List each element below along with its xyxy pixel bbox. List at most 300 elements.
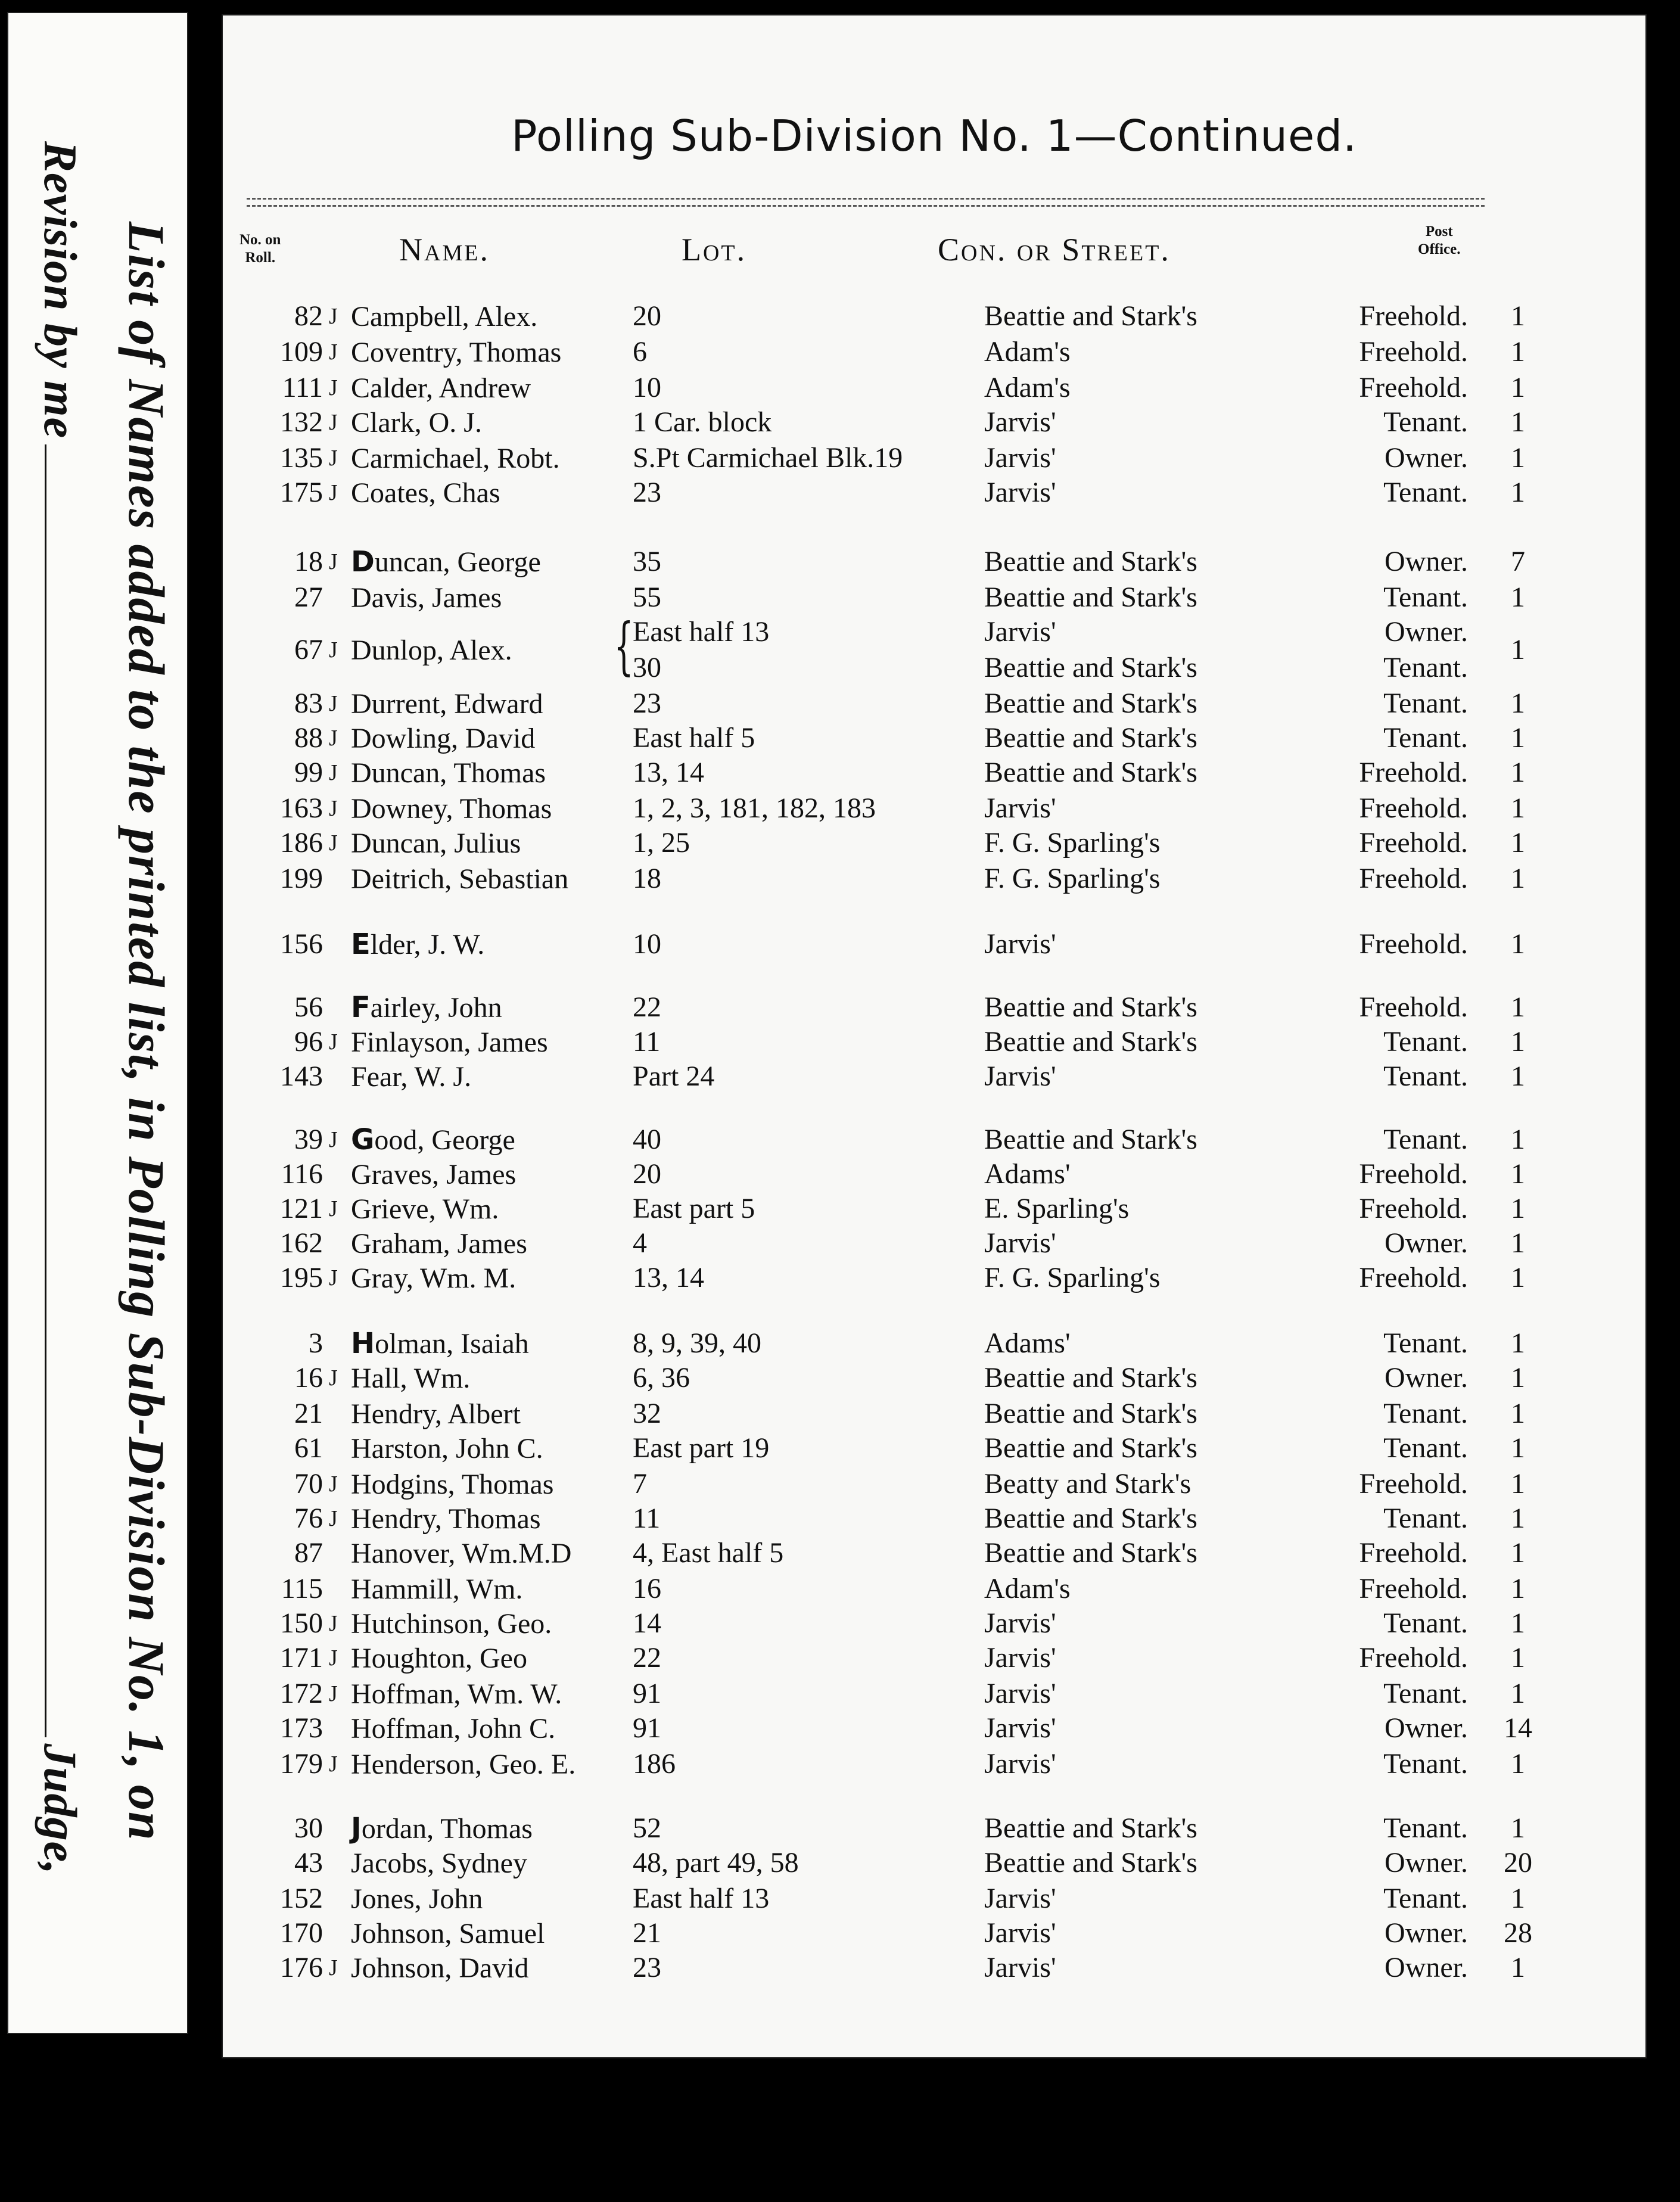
roll-number: 143 <box>280 1060 323 1092</box>
con-or-street: Jarvis' <box>984 1678 1056 1709</box>
roll-number: 179 <box>280 1748 323 1780</box>
juror-mark: J <box>329 340 338 365</box>
voter-name <box>351 861 568 897</box>
tenure: Owner. <box>1385 546 1468 577</box>
lot: 91 <box>633 1712 661 1744</box>
name-text: Henderson, Geo. E. <box>351 1749 576 1780</box>
juror-mark: J <box>329 1506 338 1531</box>
con-or-street: Beattie and Stark's <box>984 300 1197 332</box>
roll-number: 61 <box>294 1432 323 1464</box>
lot: 4, East half 5 <box>633 1537 784 1569</box>
tenure: Freehold. <box>1359 1537 1468 1569</box>
con-or-street: Beattie and Stark's <box>984 1847 1197 1878</box>
lot: 13, 14 <box>633 757 704 788</box>
tenure: Tenant. <box>1383 1748 1468 1780</box>
roll-number: 135 <box>280 442 323 474</box>
name-text: lder, J. W. <box>370 929 485 960</box>
con-or-street: Beattie and Stark's <box>984 652 1197 683</box>
lot: S.Pt Carmichael Blk.19 <box>633 442 903 474</box>
post-office: 1 <box>1511 928 1525 960</box>
name-initial: G <box>351 1123 375 1156</box>
post-office: 1 <box>1511 1362 1525 1394</box>
lot: 40 <box>633 1124 661 1155</box>
con-or-street: Beattie and Stark's <box>984 581 1197 613</box>
tenure: Tenant. <box>1383 1883 1468 1914</box>
roll-number: 99 <box>294 757 323 788</box>
lot: 10 <box>633 372 661 403</box>
voter-name <box>351 791 552 826</box>
post-office: 1 <box>1511 1812 1525 1844</box>
juror-mark: J <box>329 760 338 785</box>
tenure: Tenant. <box>1383 722 1468 754</box>
voter-name <box>351 1881 483 1917</box>
name-text: Hutchinson, Geo. <box>351 1608 552 1640</box>
voter-name <box>351 1572 522 1607</box>
post-office: 1 <box>1511 1398 1525 1429</box>
con-or-street: F. G. Sparling's <box>984 827 1161 859</box>
table-row <box>223 1467 1645 1501</box>
post-office: 1 <box>1511 1060 1525 1092</box>
name-text: Campbell, Alex. <box>351 301 538 332</box>
voter-name <box>351 1846 527 1881</box>
lot: East half 5 <box>633 722 755 754</box>
roll-number: 152 <box>280 1883 323 1914</box>
voter-name <box>351 475 500 511</box>
roll-number: 195 <box>280 1262 323 1293</box>
roll-number: 43 <box>294 1847 323 1878</box>
lot: 23 <box>633 477 661 508</box>
post-office: 1 <box>1511 1158 1525 1190</box>
name-text: Duncan, Julius <box>351 828 521 859</box>
tenure: Owner. <box>1385 1227 1468 1259</box>
name-text: airley, John <box>370 992 502 1024</box>
table-row <box>223 1641 1645 1675</box>
con-or-street: Jarvis' <box>984 1883 1056 1914</box>
tenure: Freehold. <box>1359 1468 1468 1500</box>
con-or-street: Jarvis' <box>984 1642 1056 1674</box>
voter-name <box>351 441 560 476</box>
juror-mark: J <box>329 1265 338 1290</box>
name-text: Duncan, Thomas <box>351 757 546 789</box>
roll-number: 171 <box>280 1642 323 1674</box>
table-row <box>223 475 1645 510</box>
document-page <box>222 14 1647 2058</box>
con-or-street: Jarvis' <box>984 1952 1056 1983</box>
header-post-office <box>1418 223 1460 259</box>
juror-mark: J <box>329 480 338 505</box>
lot: 23 <box>633 688 661 719</box>
roll-number: 173 <box>280 1712 323 1744</box>
tenure: Freehold. <box>1359 991 1468 1023</box>
table-row <box>223 1747 1645 1781</box>
table-row <box>223 1846 1645 1880</box>
table-row <box>223 1326 1645 1361</box>
page-title: Polling Sub-Division No. 1—Continued. <box>511 111 1357 161</box>
table-row <box>223 441 1645 475</box>
name-text: Gray, Wm. M. <box>351 1262 517 1294</box>
tenure: Freehold. <box>1359 757 1468 788</box>
lot: 1, 2, 3, 181, 182, 183 <box>633 792 876 824</box>
table-row <box>223 1361 1645 1395</box>
name-text: Johnson, Samuel <box>351 1918 545 1949</box>
table-row <box>223 755 1645 790</box>
name-text: Graves, James <box>351 1159 517 1190</box>
name-text: Clark, O. J. <box>351 407 482 438</box>
roll-number: 83 <box>294 688 323 719</box>
lot: 186 <box>633 1748 676 1780</box>
roll-number: 88 <box>294 722 323 754</box>
lot: 6, 36 <box>633 1362 690 1394</box>
con-or-street: Beattie and Stark's <box>984 991 1197 1023</box>
con-or-street: Beattie and Stark's <box>984 1398 1197 1429</box>
con-or-street: Jarvis' <box>984 1607 1056 1639</box>
tenure: Freehold. <box>1359 372 1468 403</box>
roll-number: 172 <box>280 1678 323 1709</box>
lot: 52 <box>633 1812 661 1844</box>
roll-number: 67 <box>294 634 323 665</box>
post-office: 1 <box>1511 722 1525 754</box>
tenure: Tenant. <box>1383 1503 1468 1534</box>
header-roll <box>239 231 281 267</box>
roll-number: 176 <box>280 1952 323 1983</box>
post-office: 1 <box>1511 1193 1525 1224</box>
lot: 20 <box>633 300 661 332</box>
roll-number: 132 <box>280 406 323 438</box>
voter-name <box>351 1431 543 1466</box>
table-row <box>223 1157 1645 1192</box>
voter-name <box>351 1192 499 1227</box>
post-office: 1 <box>1511 477 1525 508</box>
voter-name <box>351 1711 555 1746</box>
name-text: Houghton, Geo <box>351 1643 527 1674</box>
post-office: 1 <box>1511 827 1525 859</box>
name-text: Graham, James <box>351 1228 527 1259</box>
con-or-street: Beattie and Stark's <box>984 1026 1197 1058</box>
table-row <box>223 651 1645 685</box>
lot: 4 <box>633 1227 647 1259</box>
name-text: Hall, Wm. <box>351 1363 471 1394</box>
name-text: Dunlop, Alex. <box>351 635 512 666</box>
table-row <box>223 927 1645 962</box>
lot: 22 <box>633 1642 661 1674</box>
juror-mark: J <box>329 410 338 435</box>
table-row <box>223 1881 1645 1916</box>
post-office: 1 <box>1511 1642 1525 1674</box>
voter-name <box>351 1025 548 1060</box>
lot: 1, 25 <box>633 827 690 859</box>
roll-number: 16 <box>294 1362 323 1394</box>
voter-name <box>351 1157 516 1192</box>
table-row <box>223 1677 1645 1711</box>
voter-name <box>351 1361 470 1396</box>
lot: 11 <box>633 1026 661 1058</box>
post-office: 7 <box>1511 546 1525 577</box>
name-text: Harston, John C. <box>351 1433 543 1464</box>
name-text: Hoffman, John C. <box>351 1713 556 1744</box>
con-or-street: Beattie and Stark's <box>984 1537 1197 1569</box>
table-row <box>223 299 1645 334</box>
con-or-street: Beattie and Stark's <box>984 688 1197 719</box>
post-office: 1 <box>1511 442 1525 474</box>
lot: 7 <box>633 1468 647 1500</box>
con-or-street: Jarvis' <box>984 1227 1056 1259</box>
voter-name <box>351 299 537 334</box>
name-text: Jacobs, Sydney <box>351 1848 527 1879</box>
con-or-street: Jarvis' <box>984 1748 1056 1780</box>
tenure: Freehold. <box>1359 792 1468 824</box>
tenure: Freehold. <box>1359 1642 1468 1674</box>
tenure: Freehold. <box>1359 827 1468 859</box>
margin-note-line-1: List of Names added to the printed list, in Polling Sub-Division No. 1, on <box>118 222 175 1842</box>
tenure: Tenant. <box>1383 406 1468 438</box>
voter-name <box>351 721 535 756</box>
name-initial: F <box>351 991 371 1024</box>
post-office: 1 <box>1511 1432 1525 1464</box>
table-row <box>223 335 1645 369</box>
tenure: Owner. <box>1385 1952 1468 1983</box>
tenure: Tenant. <box>1383 652 1468 683</box>
name-text: Fear, W. J. <box>351 1061 472 1093</box>
con-or-street: Beattie and Stark's <box>984 757 1197 788</box>
roll-number: 3 <box>309 1327 323 1359</box>
con-or-street: Beattie and Stark's <box>984 1812 1197 1844</box>
tenure: Freehold. <box>1359 863 1468 894</box>
con-or-street: F. G. Sparling's <box>984 863 1161 894</box>
juror-mark: J <box>329 726 338 751</box>
con-or-street: Jarvis' <box>984 1060 1056 1092</box>
header-po-line1: Post <box>1425 223 1453 240</box>
tenure: Freehold. <box>1359 1158 1468 1190</box>
header-rule-bottom <box>247 205 1485 207</box>
roll-number: 186 <box>280 827 323 859</box>
tenure: Owner. <box>1385 442 1468 474</box>
name-text: Dowling, David <box>351 723 536 754</box>
table-row <box>223 990 1645 1025</box>
table-row <box>223 686 1645 721</box>
juror-mark: J <box>329 831 338 856</box>
tenure: Owner. <box>1385 1362 1468 1394</box>
tenure: Tenant. <box>1383 1124 1468 1155</box>
tenure: Freehold. <box>1359 1193 1468 1224</box>
lot: 20 <box>633 1158 661 1190</box>
con-or-street: Jarvis' <box>984 1712 1056 1744</box>
juror-mark: J <box>329 637 338 663</box>
voter-name <box>351 545 541 580</box>
voter-name <box>351 1811 533 1846</box>
lot-brace: { <box>614 609 634 682</box>
header-po-line2: Office. <box>1418 241 1461 257</box>
name-text: Johnson, David <box>351 1952 529 1984</box>
lot: East half 13 <box>633 1883 770 1914</box>
post-office: 28 <box>1504 1917 1532 1949</box>
name-text: Carmichael, Robt. <box>351 443 560 474</box>
voter-name <box>351 1397 521 1432</box>
tenure: Tenant. <box>1383 1398 1468 1429</box>
roll-number: 109 <box>280 336 323 368</box>
lot: 1 Car. block <box>633 406 772 438</box>
table-row <box>223 1122 1645 1157</box>
juror-mark: J <box>329 1646 338 1671</box>
con-or-street: Adams' <box>984 1327 1071 1359</box>
table-row <box>223 1059 1645 1094</box>
juror-mark: J <box>329 1366 338 1391</box>
voter-name <box>351 580 502 615</box>
table-row <box>223 405 1645 440</box>
roll-number: 162 <box>280 1227 323 1259</box>
name-text: Hammill, Wm. <box>351 1573 523 1605</box>
name-initial: E <box>351 928 371 961</box>
header-roll-line2: Roll. <box>245 250 276 266</box>
roll-number: 27 <box>294 581 323 613</box>
table-row <box>223 1606 1645 1641</box>
tenure: Freehold. <box>1359 336 1468 368</box>
lot: East part 19 <box>633 1432 770 1464</box>
juror-mark: J <box>329 796 338 821</box>
table-row <box>223 1501 1645 1536</box>
voter-name <box>351 1059 471 1094</box>
tenure: Freehold. <box>1359 300 1468 332</box>
roll-number: 76 <box>294 1503 323 1534</box>
name-text: ordan, Thomas <box>361 1813 533 1845</box>
lot: 18 <box>633 863 661 894</box>
con-or-street: Beatty and Stark's <box>984 1468 1191 1500</box>
post-office: 1 <box>1511 372 1525 403</box>
voter-name <box>351 1951 529 1986</box>
table-row <box>223 791 1645 826</box>
juror-mark: J <box>329 1681 338 1706</box>
table-row <box>223 1916 1645 1951</box>
con-or-street: Jarvis' <box>984 928 1056 960</box>
con-or-street: Beattie and Stark's <box>984 1124 1197 1155</box>
header-lot: Lot. <box>682 232 747 268</box>
roll-number: 70 <box>294 1468 323 1500</box>
name-initial: D <box>351 545 375 579</box>
lot: Part 24 <box>633 1060 715 1092</box>
roll-number: 121 <box>280 1193 323 1224</box>
table-row <box>223 1025 1645 1059</box>
roll-number: 18 <box>294 546 323 577</box>
con-or-street: Beattie and Stark's <box>984 722 1197 754</box>
tenure: Tenant. <box>1383 688 1468 719</box>
lot: 23 <box>633 1952 661 1983</box>
name-text: Hoffman, Wm. W. <box>351 1678 562 1710</box>
voter-name <box>351 335 561 370</box>
tenure: Freehold. <box>1359 1573 1468 1604</box>
name-text: Grieve, Wm. <box>351 1193 499 1225</box>
post-office: 1 <box>1511 1124 1525 1155</box>
voter-name <box>351 1747 575 1782</box>
table-row <box>223 1536 1645 1570</box>
post-office: 1 <box>1511 688 1525 719</box>
roll-number: 150 <box>280 1607 323 1639</box>
header-rule-top <box>247 198 1485 200</box>
tenure: Tenant. <box>1383 1607 1468 1639</box>
tenure: Tenant. <box>1383 581 1468 613</box>
con-or-street: Adam's <box>984 372 1071 403</box>
name-text: Davis, James <box>351 582 502 614</box>
post-office: 1 <box>1511 1952 1525 1983</box>
con-or-street: Beattie and Stark's <box>984 1503 1197 1534</box>
voter-name <box>351 1501 541 1537</box>
con-or-street: Adam's <box>984 336 1071 368</box>
post-office: 1 <box>1511 336 1525 368</box>
tenure: Tenant. <box>1383 1812 1468 1844</box>
roll-number: 30 <box>294 1812 323 1844</box>
tenure: Owner. <box>1385 1917 1468 1949</box>
voter-name <box>351 927 484 962</box>
tenure: Tenant. <box>1383 1026 1468 1058</box>
name-text: Deitrich, Sebastian <box>351 863 569 895</box>
tenure: Freehold. <box>1359 1262 1468 1293</box>
roll-number: 39 <box>294 1124 323 1155</box>
roll-number: 170 <box>280 1917 323 1949</box>
header-street: Con. or Street. <box>938 232 1171 268</box>
tenure: Owner. <box>1385 616 1468 648</box>
name-text: uncan, George <box>374 546 541 578</box>
lot: 10 <box>633 928 661 960</box>
table-row <box>223 1811 1645 1846</box>
roll-number: 199 <box>280 863 323 894</box>
table-row <box>223 1192 1645 1226</box>
signature-line <box>45 444 47 1737</box>
lot: 6 <box>633 336 647 368</box>
juror-mark: J <box>329 375 338 400</box>
table-row <box>223 1431 1645 1466</box>
voter-name <box>351 1916 545 1951</box>
juror-mark: J <box>329 1030 338 1055</box>
con-or-street: Adams' <box>984 1158 1071 1190</box>
lot: 21 <box>633 1917 661 1949</box>
roll-number: 56 <box>294 991 323 1023</box>
tenure: Owner. <box>1385 1847 1468 1878</box>
roll-number: 175 <box>280 477 323 508</box>
post-office: 1 <box>1511 634 1525 665</box>
con-or-street: Jarvis' <box>984 1917 1056 1949</box>
name-text: Jones, John <box>351 1883 483 1915</box>
voter-name <box>351 1467 553 1502</box>
table-row <box>223 580 1645 615</box>
con-or-street: Beattie and Stark's <box>984 1362 1197 1394</box>
table-row <box>223 1226 1645 1261</box>
con-or-street: Beattie and Stark's <box>984 1432 1197 1464</box>
voter-name <box>351 1677 562 1712</box>
post-office: 1 <box>1511 581 1525 613</box>
voter-name <box>351 1122 515 1158</box>
name-text: Downey, Thomas <box>351 793 552 825</box>
juror-mark: J <box>329 1611 338 1636</box>
roll-number: 156 <box>280 928 323 960</box>
lot: 48, part 49, 58 <box>633 1847 799 1878</box>
post-office: 1 <box>1511 1607 1525 1639</box>
tenure: Tenant. <box>1383 1327 1468 1359</box>
lot: 55 <box>633 581 661 613</box>
voter-name <box>351 1261 516 1296</box>
con-or-street: E. Sparling's <box>984 1193 1130 1224</box>
table-row <box>223 371 1645 405</box>
voter-name <box>351 405 482 440</box>
name-text: olman, Isaiah <box>375 1328 529 1360</box>
name-initial: J <box>351 1812 362 1845</box>
post-office: 1 <box>1511 1678 1525 1709</box>
voter-name <box>351 1536 571 1571</box>
post-office: 1 <box>1511 1883 1525 1914</box>
post-office: 20 <box>1504 1847 1532 1878</box>
name-text: Hodgins, Thomas <box>351 1469 554 1500</box>
header-roll-line1: No. on <box>239 232 281 248</box>
lot: 91 <box>633 1678 661 1709</box>
post-office: 1 <box>1511 1573 1525 1604</box>
post-office: 1 <box>1511 1227 1525 1259</box>
